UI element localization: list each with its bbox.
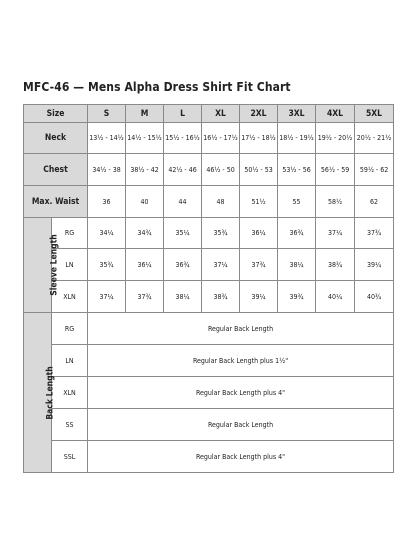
size-header-cell: 3XL (278, 105, 316, 123)
sub-label: XLN (52, 281, 88, 313)
back-length-description: Regular Back Length (88, 409, 394, 441)
table-cell: 62 (355, 186, 394, 218)
table-cell: 44 (164, 186, 202, 218)
table-cell: 18½ - 19½ (278, 123, 316, 154)
sub-label: RG (52, 313, 88, 345)
table-cell: 37¼ (88, 281, 126, 313)
table-cell: 48 (202, 186, 240, 218)
size-header-cell: L (164, 105, 202, 123)
size-header-cell: XL (202, 105, 240, 123)
back-length-label-text: Back Length (45, 365, 56, 420)
table-cell: 58½ (316, 186, 355, 218)
table-cell: 34½ - 38 (88, 154, 126, 186)
back-length-description: Regular Back Length plus 4" (88, 377, 394, 409)
size-header-row (24, 105, 394, 123)
sub-label: RG (52, 218, 88, 249)
table-cell: 37¾ (240, 249, 278, 281)
table-cell: 36¼ (126, 249, 164, 281)
sub-label: LN (52, 345, 88, 377)
table-cell: 34¼ (88, 218, 126, 249)
table-cell: 40¾ (355, 281, 394, 313)
back-length-description: Regular Back Length plus 1½" (88, 345, 394, 377)
table-cell: 36¾ (278, 218, 316, 249)
row-label-neck: Neck (24, 123, 88, 154)
table-cell: 37¼ (316, 218, 355, 249)
table-cell: 38¾ (316, 249, 355, 281)
table-cell: 37¼ (202, 249, 240, 281)
table-cell: 19½ - 20½ (316, 123, 355, 154)
table-cell: 46½ - 50 (202, 154, 240, 186)
table-cell: 42½ - 46 (164, 154, 202, 186)
sleeve-row-xln (24, 281, 394, 313)
back-length-group-label (24, 313, 56, 473)
max-waist-row (24, 186, 394, 218)
chart-title: MFC-46 — Mens Alpha Dress Shirt Fit Chart (23, 80, 291, 94)
size-header-cell: 5XL (355, 105, 394, 123)
table-cell: 34¾ (126, 218, 164, 249)
back-length-description: Regular Back Length (88, 313, 394, 345)
back-row-rg (24, 313, 394, 345)
back-row-xln (24, 377, 394, 409)
table-cell: 38¼ (278, 249, 316, 281)
size-header-cell: 4XL (316, 105, 355, 123)
sleeve-length-group-label (24, 218, 60, 313)
table-cell: 36 (88, 186, 126, 218)
table-cell: 39¼ (355, 249, 394, 281)
size-header-cell: M (126, 105, 164, 123)
table-cell: 16½ - 17½ (202, 123, 240, 154)
chest-row (24, 154, 394, 186)
size-corner-label: Size (24, 105, 88, 123)
size-header-cell: 2XL (240, 105, 278, 123)
sleeve-row-ln (24, 249, 394, 281)
size-header-cell: S (88, 105, 126, 123)
table-cell: 59½ - 62 (355, 154, 394, 186)
table-cell: 35¾ (88, 249, 126, 281)
table-cell: 50½ - 53 (240, 154, 278, 186)
table-cell: 56½ - 59 (316, 154, 355, 186)
table-cell: 17½ - 18½ (240, 123, 278, 154)
sub-label: SSL (52, 441, 88, 473)
fit-chart-table (23, 104, 394, 473)
sub-label: XLN (52, 377, 88, 409)
table-cell: 51½ (240, 186, 278, 218)
table-cell: 15½ - 16½ (164, 123, 202, 154)
row-label-max-waist: Max. Waist (24, 186, 88, 218)
sleeve-length-label-text: Sleeve Length (49, 234, 60, 296)
table-cell: 38½ - 42 (126, 154, 164, 186)
table-cell: 38¼ (164, 281, 202, 313)
table-cell: 37¾ (126, 281, 164, 313)
table-cell: 37¾ (355, 218, 394, 249)
table-cell: 36¼ (240, 218, 278, 249)
table-cell: 38¾ (202, 281, 240, 313)
table-cell: 13½ - 14½ (88, 123, 126, 154)
table-cell: 40¼ (316, 281, 355, 313)
table-cell: 35¾ (202, 218, 240, 249)
table-cell: 36¾ (164, 249, 202, 281)
back-row-ss (24, 409, 394, 441)
sub-label: SS (52, 409, 88, 441)
sub-label: LN (52, 249, 88, 281)
table-cell: 39¼ (240, 281, 278, 313)
sleeve-row-rg (24, 218, 394, 249)
table-cell: 14½ - 15½ (126, 123, 164, 154)
row-label-chest: Chest (24, 154, 88, 186)
table-cell: 20½ - 21½ (355, 123, 394, 154)
back-length-description: Regular Back Length plus 4" (88, 441, 394, 473)
back-row-ln (24, 345, 394, 377)
table-cell: 53½ - 56 (278, 154, 316, 186)
table-cell: 39¾ (278, 281, 316, 313)
table-cell: 40 (126, 186, 164, 218)
table-cell: 55 (278, 186, 316, 218)
table-cell: 35¼ (164, 218, 202, 249)
back-row-ssl (24, 441, 394, 473)
neck-row (24, 123, 394, 154)
